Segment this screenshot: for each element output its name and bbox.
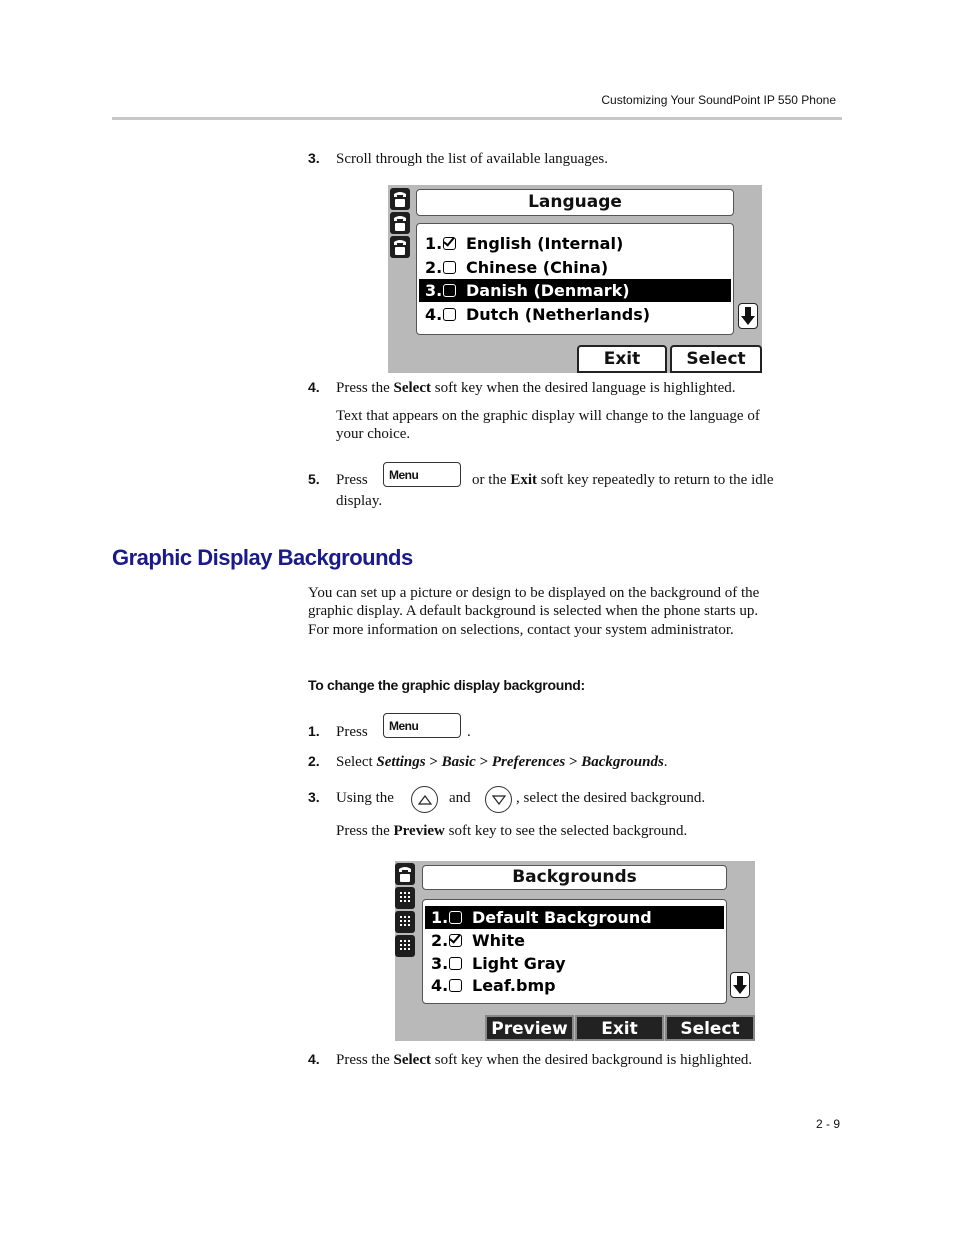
- item-label: Danish (Denmark): [466, 281, 630, 300]
- item-number: 1.: [425, 234, 443, 253]
- item-label: Leaf.bmp: [472, 976, 556, 995]
- menu-key-label: Menu: [383, 713, 461, 738]
- step-text: Press: [336, 724, 368, 740]
- item-number: 3.: [425, 281, 443, 300]
- step-text: Press the Select soft key when the desired background is highlighted.: [336, 1052, 753, 1068]
- step-text: Press the Preview soft key to see the selected background.: [336, 823, 688, 839]
- exit-softkey[interactable]: Exit: [577, 345, 667, 373]
- checkbox-icon: [449, 979, 462, 992]
- step-text: and: [449, 790, 471, 806]
- item-label: Dutch (Netherlands): [466, 305, 651, 324]
- item-label: White: [472, 931, 526, 950]
- step-number: 4.: [308, 1051, 320, 1067]
- step-text: .: [467, 724, 471, 740]
- list-item[interactable]: [419, 256, 731, 279]
- phone-line-icon: [390, 188, 410, 210]
- page-number: 2 - 9: [815, 1117, 840, 1131]
- header-rule: [112, 117, 842, 120]
- list-item-selected[interactable]: [425, 906, 724, 929]
- step-number: 2.: [308, 753, 320, 769]
- item-label: Default Background: [472, 908, 652, 927]
- procedure-title: To change the graphic display background:: [308, 677, 585, 693]
- checkbox-icon: [443, 261, 456, 274]
- keypad-icon: [395, 911, 415, 933]
- checkbox-icon: [449, 911, 462, 924]
- language-screen: [388, 185, 762, 373]
- list-item[interactable]: [419, 303, 731, 326]
- select-softkey[interactable]: Select: [670, 345, 762, 373]
- step-number: 3.: [308, 150, 320, 166]
- list-item[interactable]: [425, 929, 724, 952]
- checkbox-icon: [443, 308, 456, 321]
- exit-softkey[interactable]: Exit: [575, 1015, 664, 1041]
- select-softkey[interactable]: Select: [665, 1015, 755, 1041]
- step-text: or the Exit soft key repeatedly to return to the idle: [472, 472, 774, 488]
- backgrounds-list: [422, 899, 727, 1004]
- phone-line-icon: [395, 863, 415, 885]
- item-label: Chinese (China): [466, 258, 609, 277]
- menu-key: [383, 462, 461, 487]
- item-number: 1.: [431, 908, 449, 927]
- step-text: display.: [336, 493, 383, 509]
- step-text: Press: [336, 472, 368, 488]
- step-note: Text that appears on the graphic display will change to the language of: [336, 408, 760, 424]
- checkbox-icon: [443, 284, 456, 297]
- step-number: 4.: [308, 379, 320, 395]
- item-label: English (Internal): [466, 234, 624, 253]
- menu-key: [383, 713, 461, 738]
- step-note: your choice.: [336, 426, 411, 442]
- checkbox-checked-icon: [449, 934, 462, 947]
- up-arrow-key: [411, 786, 438, 818]
- scroll-down-icon: [738, 303, 758, 329]
- phone-line-icon: [390, 212, 410, 234]
- step-number: 3.: [308, 789, 320, 805]
- item-number: 4.: [425, 305, 443, 324]
- section-heading: Graphic Display Backgrounds: [112, 545, 413, 570]
- step-text: Using the: [336, 790, 394, 806]
- running-header: Customizing Your SoundPoint IP 550 Phone: [601, 93, 836, 107]
- step-number: 1.: [308, 723, 320, 739]
- item-number: 2.: [425, 258, 443, 277]
- menu-key-label: Menu: [383, 462, 461, 487]
- scroll-down-icon: [730, 972, 750, 998]
- list-item[interactable]: [425, 974, 724, 997]
- step-text: Press the Select soft key when the desired language is highlighted.: [336, 380, 736, 396]
- checkbox-checked-icon: [443, 237, 456, 250]
- step-text: Scroll through the list of available languages.: [336, 151, 609, 167]
- screen-title: Language: [416, 189, 734, 216]
- item-label: Light Gray: [472, 954, 566, 973]
- intro-line: You can set up a picture or design to be displayed on the background of the: [308, 585, 760, 601]
- list-item[interactable]: [419, 232, 731, 255]
- keypad-icon: [395, 887, 415, 909]
- list-item[interactable]: [425, 952, 724, 975]
- intro-line: For more information on selections, contact your system administrator.: [308, 622, 734, 638]
- keypad-icon: [395, 935, 415, 957]
- phone-line-icon: [390, 236, 410, 258]
- item-number: 2.: [431, 931, 449, 950]
- item-number: 4.: [431, 976, 449, 995]
- down-arrow-icon: [485, 786, 512, 813]
- step-text: , select the desired background.: [516, 790, 706, 806]
- step-text: Select Settings > Basic > Preferences > Backgrounds.: [336, 754, 668, 770]
- preview-softkey[interactable]: Preview: [485, 1015, 574, 1041]
- item-number: 3.: [431, 954, 449, 973]
- intro-line: graphic display. A default background is selected when the phone starts up.: [308, 603, 759, 619]
- down-arrow-key: [485, 786, 512, 818]
- backgrounds-screen: [395, 861, 755, 1041]
- up-arrow-icon: [411, 786, 438, 813]
- checkbox-icon: [449, 957, 462, 970]
- screen-title: Backgrounds: [422, 865, 727, 890]
- step-number: 5.: [308, 471, 320, 487]
- list-item-selected[interactable]: [419, 279, 731, 302]
- language-list: [416, 223, 734, 335]
